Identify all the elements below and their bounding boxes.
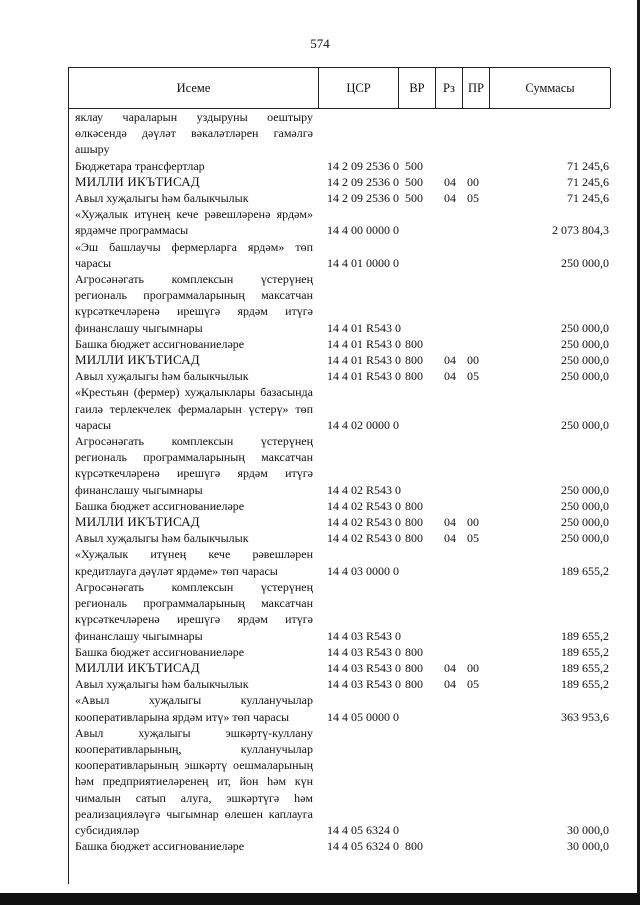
cell-name: Авыл хуҗалыгы һәм балыкчылык [75, 677, 249, 692]
cell-sum: 250 000,0 [561, 336, 609, 351]
cell-rz: 04 [444, 174, 456, 189]
cell-pr: 05 [467, 677, 479, 692]
cell-name: Башка бюджет ассигнованиеләре [75, 644, 245, 659]
table-row [69, 579, 610, 644]
cell-name: Бюджетара трансфертлар [75, 158, 205, 173]
cell-name: Агросәнәгать комплексын үстерүнең региональ программаларының максатчан күрсәткечләренә ирешүгә ярдәм итүгә финанслашу чыгымнары [75, 272, 313, 335]
cell-name: Башка бюджет ассигнованиеләре [75, 498, 245, 513]
cell-name: МИЛЛИ ИКЪТИСАД [75, 659, 200, 675]
table-row [69, 336, 610, 352]
cell-sum: 250 000,0 [561, 320, 609, 335]
cell-sum: 250 000,0 [561, 498, 609, 513]
header-vr: ВР [399, 68, 436, 108]
cell-pr: 00 [467, 353, 479, 368]
table-row [69, 692, 610, 724]
cell-name: МИЛЛИ ИКЪТИСАД [75, 514, 200, 530]
cell-csr: 14 4 00 0000 0 [327, 223, 399, 238]
cell-csr: 14 4 03 0000 0 [327, 563, 399, 578]
cell-vr: 800 [405, 369, 423, 384]
cell-name: Авыл хуҗалыгы эшкәртү-куллану кооперативларының, кулланучылар кооперативларының эшкәртү оешмаларының һәм предприятиеләренең ит, йон һәм күн чималын сатып алуга, эшкәртүгә һәм реализацияләүгә чыгымнар өлешен каплауга субсидияләр [75, 725, 313, 837]
cell-sum: 250 000,0 [561, 482, 609, 497]
table-row [69, 838, 610, 854]
cell-pr: 00 [467, 174, 479, 189]
cell-vr: 800 [405, 644, 423, 659]
cell-csr: 14 4 02 R543 0 [327, 498, 402, 513]
cell-pr: 00 [467, 660, 479, 675]
table-row [69, 546, 610, 578]
table-row [69, 660, 610, 676]
cell-vr: 500 [405, 158, 423, 173]
cell-sum: 189 655,2 [561, 563, 609, 578]
cell-csr: 14 4 02 R543 0 [327, 482, 402, 497]
cell-sum: 30 000,0 [567, 839, 609, 854]
cell-sum: 250 000,0 [561, 515, 609, 530]
cell-vr: 800 [405, 353, 423, 368]
cell-sum: 71 245,6 [567, 191, 609, 206]
cell-csr: 14 4 01 0000 0 [327, 255, 399, 270]
cell-rz: 04 [444, 677, 456, 692]
cell-csr: 14 4 03 R543 0 [327, 644, 402, 659]
cell-sum: 189 655,2 [561, 644, 609, 659]
cell-csr: 14 4 01 R543 0 [327, 320, 402, 335]
cell-vr: 800 [405, 531, 423, 546]
table-row [69, 725, 610, 838]
table-row [69, 514, 610, 530]
table-row [69, 190, 610, 206]
header-rz: Рз [436, 68, 463, 108]
cell-sum: 189 655,2 [561, 628, 609, 643]
cell-csr: 14 2 09 2536 0 [327, 158, 399, 173]
cell-csr: 14 2 09 2536 0 [327, 191, 399, 206]
cell-name: Агросәнәгать комплексын үстерүнең региональ программаларының максатчан күрсәткечләренә ирешүгә ярдәм итүгә финанслашу чыгымнары [75, 579, 313, 643]
cell-csr: 14 4 05 6324 0 [327, 822, 399, 837]
cell-rz: 04 [444, 369, 456, 384]
cell-name: Авыл хуҗалыгы һәм балыкчылык [75, 531, 249, 546]
cell-csr: 14 4 05 0000 0 [327, 709, 399, 724]
cell-name: Агросәнәгать комплексын үстерүнең региональ программаларының максатчан күрсәткечләренә ирешүгә ярдәм итүгә финанслашу чыгымнары [75, 434, 313, 497]
cell-pr: 05 [467, 191, 479, 206]
cell-sum: 71 245,6 [567, 158, 609, 173]
cell-sum: 250 000,0 [561, 531, 609, 546]
cell-name: Башка бюджет ассигнованиеләре [75, 336, 245, 351]
cell-csr: 14 4 03 R543 0 [327, 677, 402, 692]
cell-sum: 250 000,0 [561, 369, 609, 384]
cell-csr: 14 2 09 2536 0 [327, 174, 399, 189]
table-row [69, 174, 610, 190]
cell-csr: 14 4 02 0000 0 [327, 417, 399, 432]
cell-name: «Эш башлаучы фермерларга ярдәм» төп чарасы [75, 239, 313, 270]
cell-csr: 14 4 01 R543 0 [327, 336, 402, 351]
table-row [69, 498, 610, 514]
table-row [69, 368, 610, 384]
table-header [68, 67, 610, 109]
cell-name: МИЛЛИ ИКЪТИСАД [75, 352, 200, 368]
cell-vr: 800 [405, 498, 423, 513]
cell-sum: 250 000,0 [561, 353, 609, 368]
header-pr: ПР [463, 68, 490, 108]
cell-sum: 189 655,2 [561, 677, 609, 692]
header-sum: Суммасы [490, 68, 611, 108]
cell-vr: 800 [405, 660, 423, 675]
cell-name: «Авыл хуҗалыгы кулланучылар кооперативларына ярдәм итү» төп чарасы [75, 693, 313, 724]
budget-table [68, 67, 610, 884]
table-row [69, 239, 610, 271]
table-row [69, 271, 610, 336]
table-row [69, 644, 610, 660]
cell-sum: 250 000,0 [561, 255, 609, 270]
cell-name: Башка бюджет ассигнованиеләре [75, 839, 245, 854]
cell-sum: 250 000,0 [561, 417, 609, 432]
cell-csr: 14 4 02 R543 0 [327, 531, 402, 546]
cell-csr: 14 4 01 R543 0 [327, 353, 402, 368]
cell-vr: 500 [405, 191, 423, 206]
cell-pr: 05 [467, 531, 479, 546]
cell-name: «Хуҗалык итүнең кече рәвешләрен кредитлауга дәүләт ярдәме» төп чарасы [75, 547, 313, 578]
table-row [69, 530, 610, 546]
cell-vr: 500 [405, 174, 423, 189]
table-row [69, 433, 610, 498]
cell-rz: 04 [444, 515, 456, 530]
table-row [69, 206, 610, 238]
cell-csr: 14 4 03 R543 0 [327, 628, 402, 643]
cell-csr: 14 4 05 6324 0 [327, 839, 399, 854]
cell-vr: 800 [405, 515, 423, 530]
scan-edge-bottom [0, 893, 640, 905]
cell-name: «Крестьян (фермер) хуҗалыклары базасында гаилә терлекчелек фермаларын үстерү» төп чарасы [75, 385, 313, 432]
cell-rz: 04 [444, 191, 456, 206]
cell-rz: 04 [444, 353, 456, 368]
table-row [69, 109, 610, 158]
table-row [69, 352, 610, 368]
cell-pr: 00 [467, 515, 479, 530]
cell-rz: 04 [444, 531, 456, 546]
header-csr: ЦСР [319, 68, 399, 108]
cell-csr: 14 4 03 R543 0 [327, 660, 402, 675]
cell-name: Авыл хуҗалыгы һәм балыкчылык [75, 191, 249, 206]
cell-sum: 189 655,2 [561, 660, 609, 675]
cell-name: МИЛЛИ ИКЪТИСАД [75, 173, 200, 189]
page-number: 574 [310, 36, 330, 51]
table-body [68, 109, 610, 884]
cell-sum: 71 245,6 [567, 174, 609, 189]
cell-sum: 30 000,0 [567, 822, 609, 837]
table-row [69, 384, 610, 433]
cell-name: яклау чараларын уздыруны оештыру өлкәсендә дәүләт вәкаләтләрен гамәлгә ашыру [75, 110, 313, 157]
cell-name: Авыл хуҗалыгы һәм балыкчылык [75, 369, 249, 384]
table-row [69, 158, 610, 174]
cell-csr: 14 4 02 R543 0 [327, 515, 402, 530]
cell-vr: 800 [405, 336, 423, 351]
cell-vr: 800 [405, 677, 423, 692]
cell-sum: 363 953,6 [561, 709, 609, 724]
cell-rz: 04 [444, 660, 456, 675]
cell-sum: 2 073 804,3 [552, 223, 609, 238]
cell-name: «Хуҗалык итүнең кече рәвешләренә ярдәм» ярдәмче программасы [75, 207, 313, 238]
cell-pr: 05 [467, 369, 479, 384]
cell-vr: 800 [405, 839, 423, 854]
table-row [69, 676, 610, 692]
header-name: Исеме [69, 68, 319, 108]
cell-csr: 14 4 01 R543 0 [327, 369, 402, 384]
